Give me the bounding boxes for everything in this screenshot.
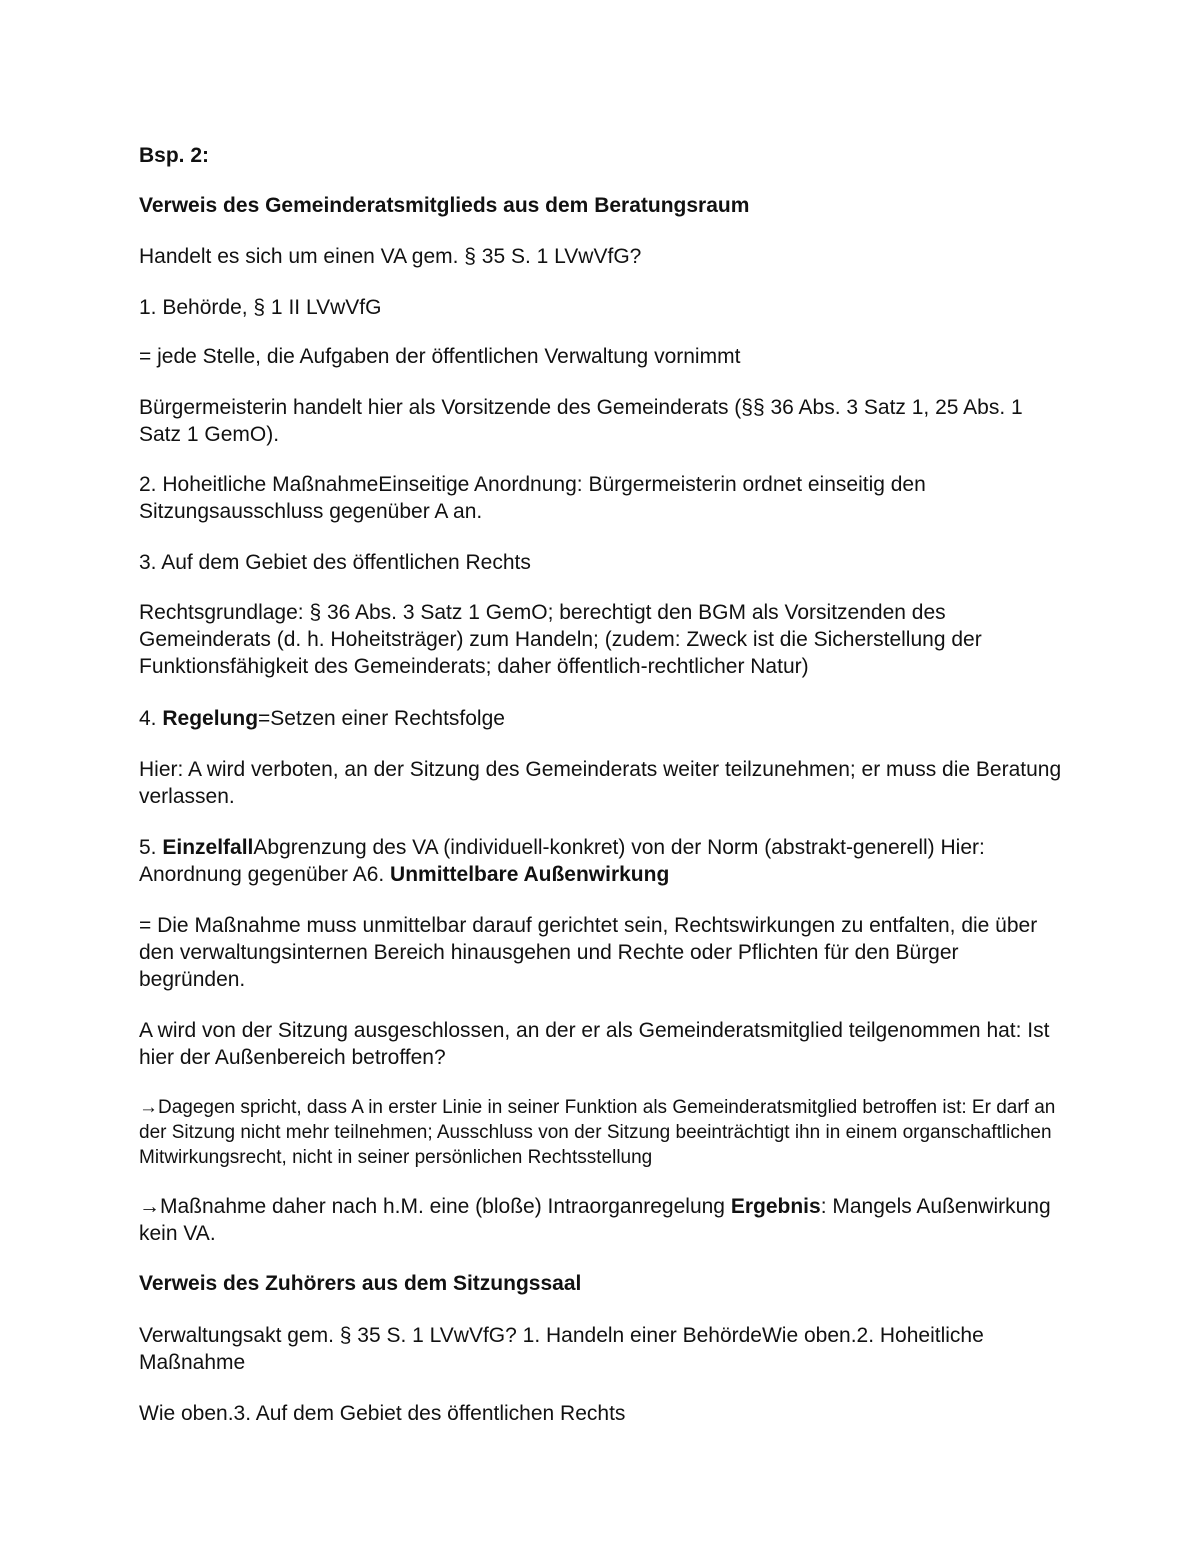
paragraph-aussenwirkung-definition: = Die Maßnahme muss unmittelbar darauf gerichtet sein, Rechtswirkungen zu entfalten, die über den verwaltungsinternen Bereich hinausgehen und Rechte oder Pflichten für den Bürger begründen. <box>139 914 1038 991</box>
paragraph-einzelfall <box>139 834 1069 888</box>
paragraph-wie-oben: Wie oben.3. Auf dem Gebiet des öffentlichen Rechts <box>139 1402 626 1425</box>
ergebnis-term: Ergebnis <box>730 1195 821 1218</box>
paragraph-hier-verboten: Hier: A wird verboten, an der Sitzung des Gemeinderats weiter teilzunehmen; er muss die Beratung verlassen. <box>139 758 1062 808</box>
paragraph-definition: = jede Stelle, die Aufgaben der öffentlichen Verwaltung vornimmt <box>139 345 741 368</box>
regelung-prefix: 4. <box>139 707 163 730</box>
section-heading-1: Verweis des Gemeinderatsmitglieds aus dem Beratungsraum <box>139 194 750 217</box>
aussenwirkung-term: Unmittelbare Außenwirkung <box>390 863 670 886</box>
paragraph-ergebnis <box>139 1193 1069 1247</box>
paragraph-buergermeisterin: Bürgermeisterin handelt hier als Vorsitzende des Gemeinderats (§§ 36 Abs. 3 Satz 1, 25 Abs. 1 Satz 1 GemO). <box>139 396 1023 446</box>
ergebnis-text: : Mangels Außenwirkung kein VA. <box>139 1195 1051 1245</box>
section-heading-2: Verweis des Zuhörers aus dem Sitzungssaal <box>139 1272 582 1295</box>
regelung-term: Regelung <box>162 707 259 730</box>
question-paragraph: Handelt es sich um einen VA gem. § 35 S. 1 LVwVfG? <box>139 245 642 268</box>
example-title: Bsp. 2: <box>139 144 210 167</box>
einzelfall-term: Einzelfall <box>162 836 254 859</box>
einzelfall-prefix: 5. <box>139 836 163 859</box>
paragraph-regelung <box>139 705 1069 732</box>
einzelfall-text: Abgrenzung des VA (individuell-konkret) von der Norm (abstrakt-generell) Hier: Anordnung gegenüber A6. <box>139 836 985 886</box>
regelung-definition: =Setzen einer Rechtsfolge <box>258 707 505 730</box>
paragraph-verwaltungsakt: Verwaltungsakt gem. § 35 S. 1 LVwVfG? 1. Handeln einer BehördeWie oben.2. Hoheitliche Maßnahme <box>139 1324 984 1374</box>
paragraph-hoheitliche-massnahme: 2. Hoheitliche MaßnahmeEinseitige Anordnung: Bürgermeisterin ordnet einseitig den Sitzungsausschluss gegenüber A an. <box>139 473 926 523</box>
paragraph-oeffentliches-recht: 3. Auf dem Gebiet des öffentlichen Rechts <box>139 551 531 574</box>
paragraph-behoerde: 1. Behörde, § 1 II LVwVfG <box>139 296 382 319</box>
paragraph-dagegen: →Dagegen spricht, dass A in erster Linie in seiner Funktion als Gemeinderatsmitglied betroffen ist: Er darf an der Sitzung nicht mehr teilnehmen; Ausschluss von der Sitzung beeinträchtigt ihn in einem organschaftlichen Mitwirkungsrecht, nicht in seiner persönlichen Rechtsstellung <box>139 1097 1056 1168</box>
paragraph-ausschluss: A wird von der Sitzung ausgeschlossen, an der er als Gemeinderatsmitglied teilgenommen hat: Ist hier der Außenbereich betroffen? <box>139 1019 1050 1069</box>
paragraph-rechtsgrundlage: Rechtsgrundlage: § 36 Abs. 3 Satz 1 GemO; berechtigt den BGM als Vorsitzenden des Gemeinderats (d. h. Hoheitsträger) zum Handeln; (zudem: Zweck ist die Sicherstellung der Funktionsfähigkeit des Gemeinderats; daher öffentlich-rechtlicher Natur) <box>139 601 982 678</box>
ergebnis-prefix: →Maßnahme daher nach h.M. eine (bloße) Intraorganregelung <box>139 1195 731 1218</box>
